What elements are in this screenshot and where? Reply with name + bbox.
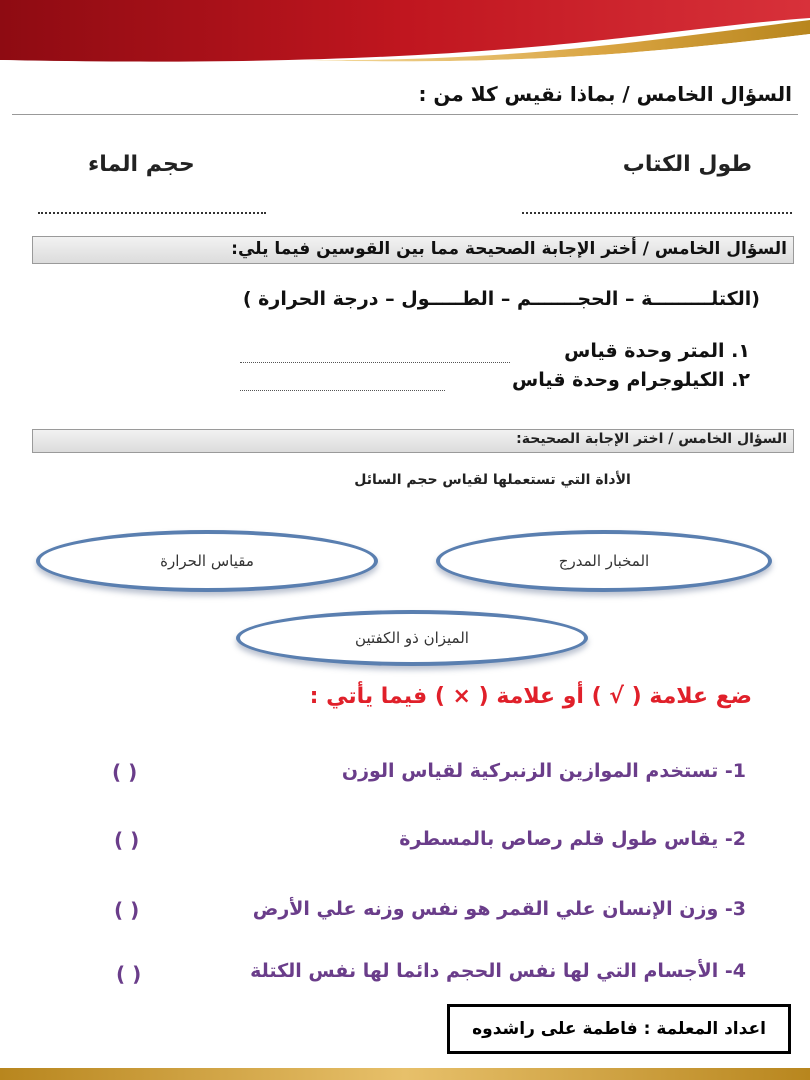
q5c-header-bar bbox=[32, 429, 794, 453]
teacher-credit: اعداد المعلمة : فاطمة على راشدوه bbox=[472, 1019, 766, 1039]
tf-item-4: 4- الأجسام التي لها نفس الحجم دائما لها نفس الكتلة bbox=[250, 960, 746, 982]
option-graduated-cylinder[interactable] bbox=[436, 530, 772, 592]
option-balance[interactable] bbox=[236, 610, 588, 666]
q5b-header: السؤال الخامس / أختر الإجابة الصحيحة مما بين القوسين فيما يلي: bbox=[231, 239, 787, 259]
answer-line-water[interactable] bbox=[38, 212, 266, 214]
tf-answer-2[interactable]: ( ) bbox=[114, 828, 140, 852]
tf-instruction: ضع علامة ( √ ) أو علامة ( × ) فيما يأتي : bbox=[309, 684, 752, 709]
option-thermometer-label: مقياس الحرارة bbox=[160, 552, 254, 570]
fill-blank-1[interactable] bbox=[240, 362, 510, 363]
fill-blank-2[interactable] bbox=[240, 390, 445, 391]
teacher-credit-box bbox=[447, 1004, 791, 1054]
option-balance-label: الميزان ذو الكفتين bbox=[355, 629, 469, 647]
tf-item-3: 3- وزن الإنسان علي القمر هو نفس وزنه علي الأرض bbox=[252, 898, 746, 920]
q5-header-row bbox=[12, 78, 798, 115]
option-thermometer[interactable] bbox=[36, 530, 378, 592]
choice-list: (الكتلـــــــــة – الحجـــــــم – الطـــــول – درجة الحرارة ) bbox=[242, 288, 760, 310]
footer-strip bbox=[0, 1068, 810, 1080]
header-swoosh bbox=[0, 0, 810, 70]
fill-item-2: ٢. الكيلوجرام وحدة قياس bbox=[512, 369, 750, 391]
fill-item-1: ١. المتر وحدة قياس bbox=[564, 340, 750, 362]
tf-item-2: 2- يقاس طول قلم رصاص بالمسطرة bbox=[399, 828, 746, 850]
q5-header: السؤال الخامس / بماذا نقيس كلا من : bbox=[418, 82, 792, 106]
option-graduated-cylinder-label: المخبار المدرج bbox=[558, 552, 650, 570]
tf-item-1: 1- تستخدم الموازين الزنبركية لقياس الوزن bbox=[341, 760, 746, 782]
tf-answer-3[interactable]: ( ) bbox=[114, 898, 140, 922]
measure-book-length: طول الكتاب bbox=[622, 152, 752, 177]
q5b-header-bar bbox=[32, 236, 794, 264]
measure-water-volume: حجم الماء bbox=[88, 152, 195, 177]
tf-answer-1[interactable]: ( ) bbox=[112, 760, 138, 784]
mc-question: الأداة التي تستعملها لقياس حجم السائل bbox=[354, 472, 631, 488]
tf-answer-4[interactable]: ( ) bbox=[116, 962, 142, 986]
q5c-header: السؤال الخامس / اختر الإجابة الصحيحة: bbox=[516, 431, 787, 447]
answer-line-book[interactable] bbox=[522, 212, 792, 214]
